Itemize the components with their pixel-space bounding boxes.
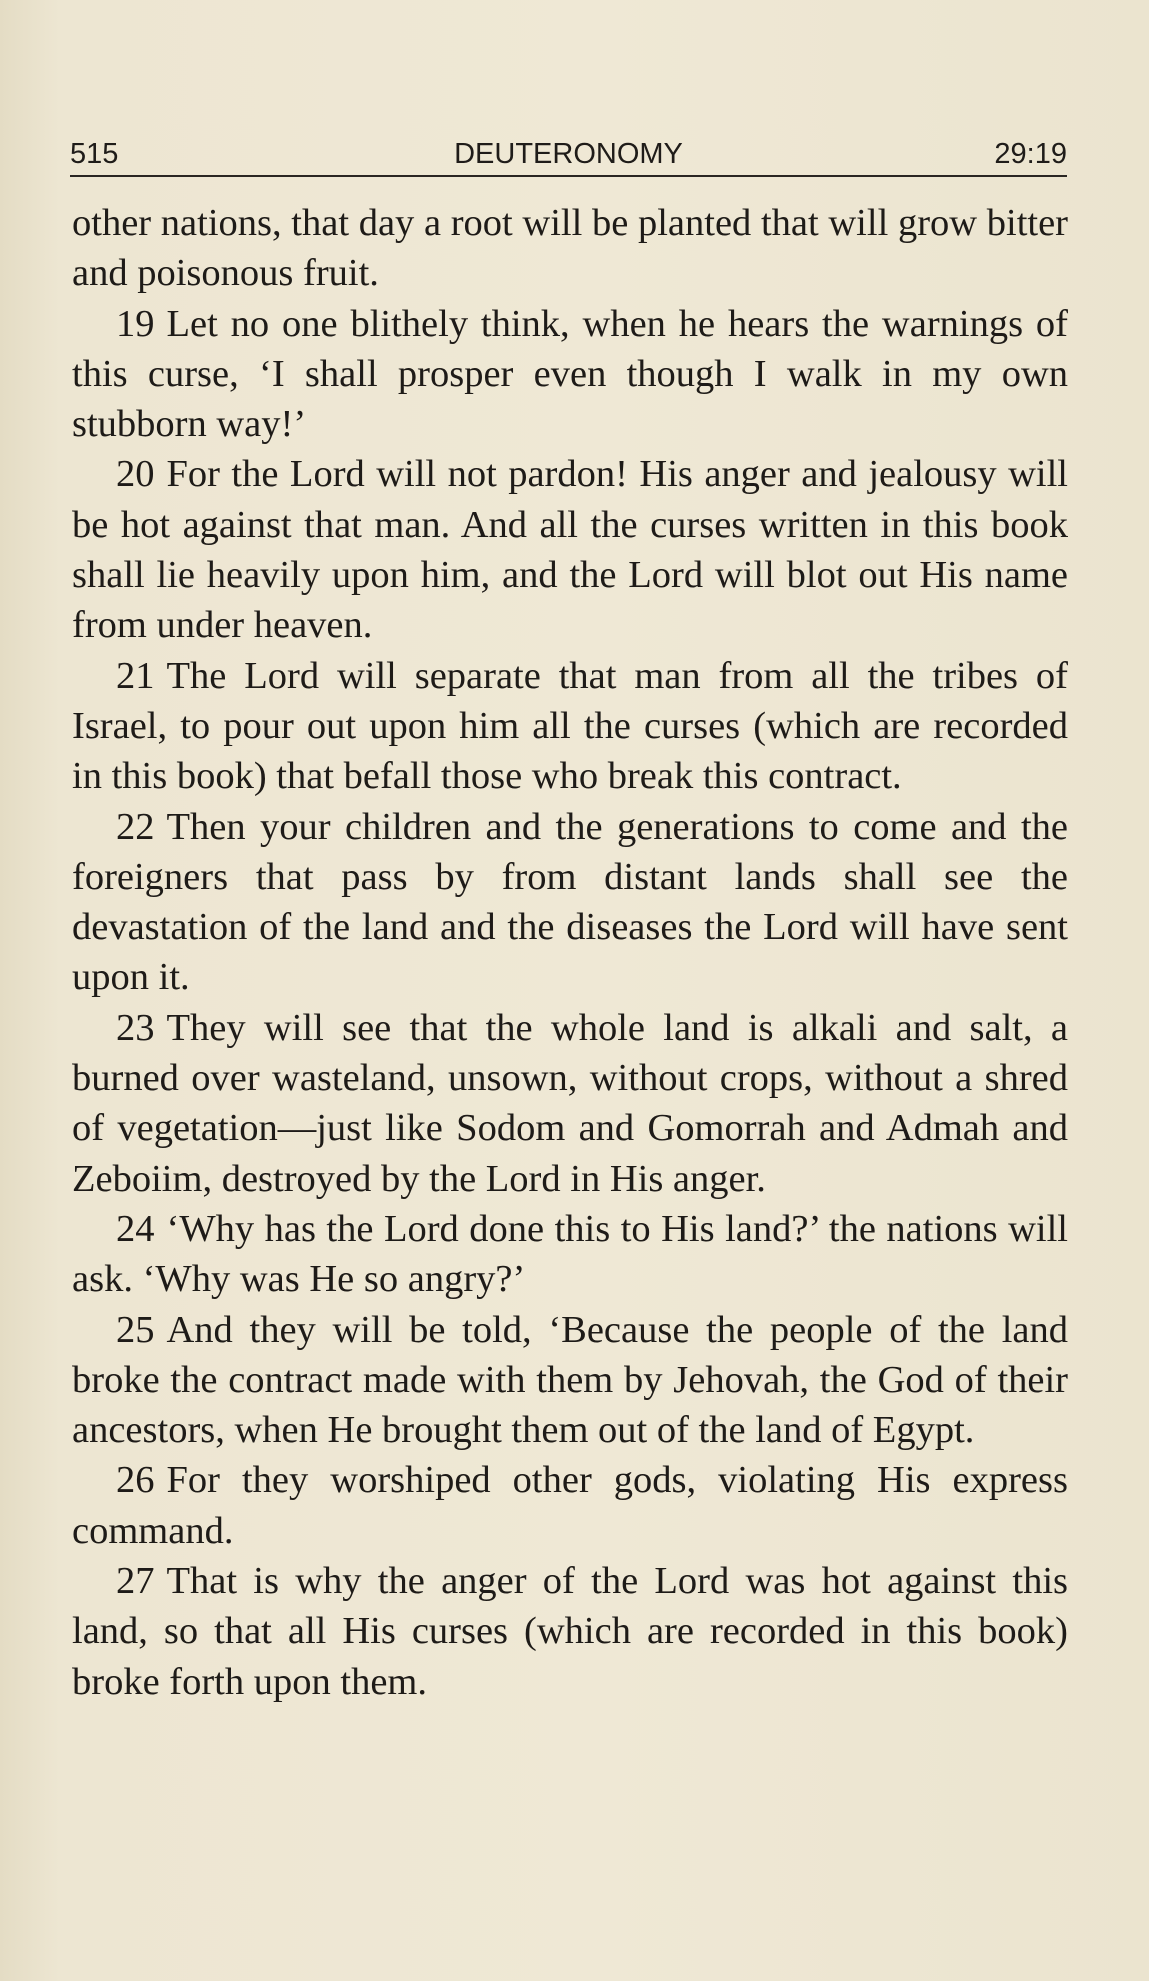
page-number: 515 [70, 138, 119, 170]
verse-text: Then your children and the generations to come and the foreigners that pass by from distant lands shall see the devastation of the land and the diseases the Lord will have sent upon it. [72, 805, 1068, 999]
verse-number: 23 [116, 1006, 155, 1049]
verse-27 [72, 1556, 1068, 1707]
scripture-text [72, 198, 1068, 1707]
verse-number: 27 [116, 1560, 155, 1603]
chapter-verse-reference: 29:19 [994, 138, 1067, 170]
verse-number: 19 [116, 302, 155, 345]
verse-text: The Lord will separate that man from all the tribes of Israel, to pour out upon him all the curses (which are recorded in this book) that befall those who break this contract. [72, 654, 1068, 798]
verse-22 [72, 802, 1068, 1003]
verse-number: 20 [116, 453, 155, 496]
verse-20 [72, 449, 1068, 650]
verse-number: 26 [116, 1459, 155, 1502]
verse-text: Let no one blithely think, when he hears the warnings of this curse, ‘I shall prosper even though I walk in my own stubborn way!’ [72, 302, 1068, 446]
verse-text: For they worshiped other gods, violating His express command. [72, 1459, 1068, 1552]
verse-number: 21 [116, 654, 155, 697]
verse-19 [72, 299, 1068, 450]
verse-text: And they will be told, ‘Because the people of the land broke the contract made with them by Jehovah, the God of their ancestors, when He brought them out of the land of Egypt. [72, 1308, 1068, 1452]
continuation-paragraph: other nations, that day a root will be planted that will grow bitter and poisonous fruit. [72, 202, 1068, 295]
verse-text: They will see that the whole land is alkali and salt, a burned over wasteland, unsown, without crops, without a shred of vegetation—just like Sodom and Gomorrah and Admah and Zeboiim, destroyed by the Lord in His anger. [72, 1006, 1068, 1200]
verse-number: 25 [116, 1308, 155, 1351]
verse-26 [72, 1455, 1068, 1556]
verse-text: ‘Why has the Lord done this to His land?’ the nations will ask. ‘Why was He so angry?’ [72, 1207, 1068, 1301]
verse-number: 22 [116, 805, 155, 848]
running-header [70, 137, 1067, 177]
book-title: DEUTERONOMY [454, 138, 683, 170]
verse-text: That is why the anger of the Lord was hot against this land, so that all His curses (which are recorded in this book) broke forth upon them. [72, 1560, 1068, 1703]
verse-23 [72, 1003, 1068, 1204]
verse-25 [72, 1305, 1068, 1456]
verse-21 [72, 651, 1068, 802]
verse-24 [72, 1204, 1068, 1305]
verse-number: 24 [116, 1207, 155, 1250]
verse-text: For the Lord will not pardon! His anger and jealousy will be hot against that man. And all the curses written in this book shall lie heavily upon him, and the Lord will blot out His name from under heaven. [72, 453, 1068, 647]
